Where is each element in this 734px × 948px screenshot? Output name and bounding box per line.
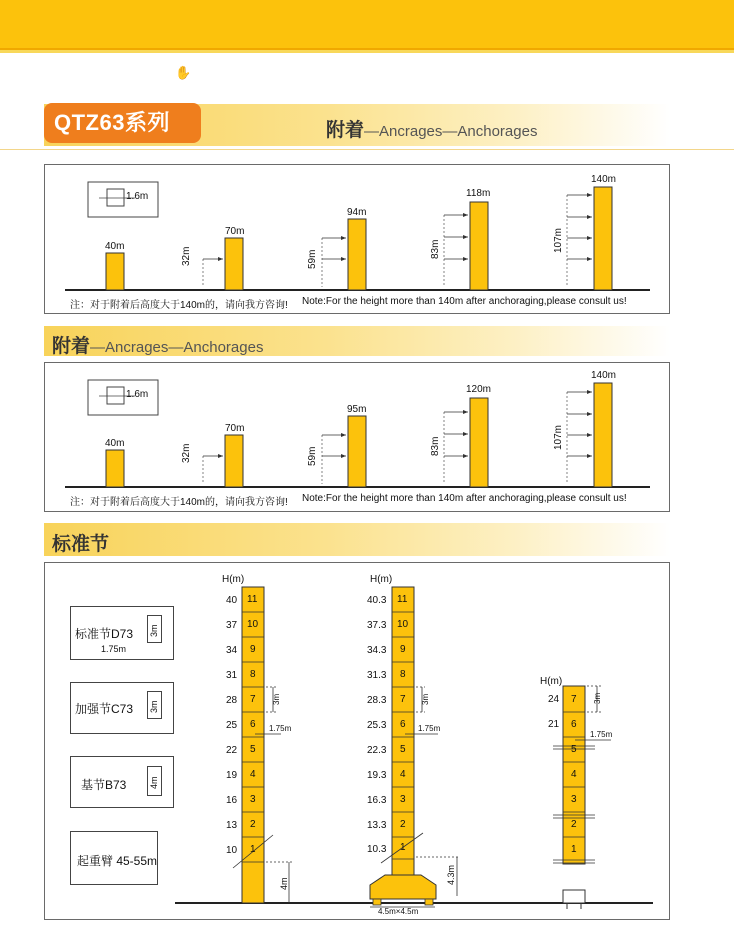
tower-c-height: 24: [548, 694, 560, 705]
header-anchor-title: [326, 115, 537, 142]
tower-b-section: 6: [400, 719, 406, 730]
tower-a-section-width: 1.75m: [269, 724, 292, 733]
tower-b-section: 1: [400, 842, 406, 853]
tower-c-section: 3: [571, 794, 577, 805]
tower-c-section: 1: [571, 844, 577, 855]
tower-c-section: 7: [571, 694, 577, 705]
tower-b-height: 25.3: [367, 720, 387, 731]
standard-section-panel: [44, 562, 670, 920]
tower-height-label: 40m: [105, 438, 125, 449]
tower-a-height: 22: [226, 745, 238, 756]
tower-a-height: 10: [226, 845, 238, 856]
tower-c-section-height: 3m: [593, 692, 602, 704]
tower-a-height: 16: [226, 795, 238, 806]
legend-d73-width: 1.75m: [101, 644, 127, 654]
anchor-panel-2: [44, 362, 670, 512]
section2-title-cn: 附着: [52, 336, 91, 357]
tower-b-section: 9: [400, 644, 406, 655]
tower-height-label: 70m: [225, 226, 245, 237]
tower-b-height: 10.3: [367, 844, 387, 855]
tower-c-section: 6: [571, 719, 577, 730]
tower-a-section: 4: [250, 769, 256, 780]
tower-b-section: 11: [397, 594, 408, 605]
tower-height-label: 95m: [347, 404, 367, 415]
section3-title-cn: 标准节: [52, 534, 110, 555]
tower-a-section: 11: [247, 594, 258, 605]
anchor-note-en: Note:For the height more than 140m after anchoraging,please consult us!: [302, 493, 627, 504]
tower-height-label: 40m: [105, 241, 125, 252]
legend-d73-height: 3m: [149, 624, 159, 637]
anchor-note-cn: 注：对于附着后高度大于140m的，请向我方咨询!: [70, 497, 288, 508]
top-banner: [0, 0, 734, 50]
tower-b-height: 28.3: [367, 695, 387, 706]
tower-b-section: 10: [397, 619, 409, 630]
anchor-spacing-label: 59m: [307, 446, 318, 466]
anchor-panel-1: [44, 164, 670, 314]
tower-b-base-size: 4.5m×4.5m: [378, 907, 419, 916]
series-title: QTZ63系列: [44, 103, 201, 143]
tower-height-label: 120m: [466, 384, 492, 395]
tower-a-height: 31: [226, 670, 238, 681]
anchor-diagram-2: [45, 363, 671, 513]
tower-a-section: 8: [250, 669, 256, 680]
section3-bar: [44, 523, 670, 556]
tower-b-section: 2: [400, 819, 406, 830]
tower-a-section: 6: [250, 719, 256, 730]
tower-a-height: 40: [226, 595, 238, 606]
section3-title: [52, 529, 109, 556]
tower-a-section: 3: [250, 794, 256, 805]
tower-a-section: 7: [250, 694, 256, 705]
anchor-diagram-1: [45, 165, 671, 315]
tower-c-height: 21: [548, 719, 560, 730]
tower-a-section: 5: [250, 744, 256, 755]
anchor-spacing-label: 59m: [307, 249, 318, 269]
tower-b-section: 3: [400, 794, 406, 805]
tower-a-section: 10: [247, 619, 259, 630]
tower-a-base-height: 4m: [279, 877, 289, 890]
tower-c-unit: H(m): [540, 676, 563, 687]
anchor-spacing-label: 83m: [430, 436, 441, 456]
tower-a-section-height: 3m: [272, 693, 281, 705]
tower-b-height: 22.3: [367, 745, 387, 756]
header-anchor-en: —Ancrages—Anchorages: [364, 123, 538, 140]
anchor-spacing-label: 107m: [553, 227, 564, 253]
anchor-spacing-label: 32m: [181, 246, 192, 266]
tower-a-height: 37: [226, 620, 238, 631]
tower-height-label: 70m: [225, 423, 245, 434]
anchor-note-cn: 注：对于附着后高度大于140m的，请向我方咨询!: [70, 300, 288, 311]
frame-size-label: 1.6m: [126, 389, 149, 400]
anchor-spacing-label: 32m: [181, 443, 192, 463]
tower-b-height: 34.3: [367, 645, 387, 656]
header-anchor-cn: 附着: [326, 120, 365, 141]
tower-b-section: 8: [400, 669, 406, 680]
tower-c-section: 4: [571, 769, 577, 780]
anchor-note-en: Note:For the height more than 140m after anchoraging,please consult us!: [302, 296, 627, 307]
tower-b-section: 4: [400, 769, 406, 780]
tower-b-section-height: 3m: [421, 693, 430, 705]
tower-height-label: 140m: [591, 174, 617, 185]
standard-section-diagram: [45, 563, 671, 921]
tower-b-unit: H(m): [370, 574, 393, 585]
anchor-spacing-label: 83m: [430, 239, 441, 259]
tower-b-height: 37.3: [367, 620, 387, 631]
legend-jib-label: 起重臂 45-55m: [77, 854, 158, 868]
tower-a-section: 9: [250, 644, 256, 655]
tower-b-height: 19.3: [367, 770, 387, 781]
legend-d73-label: 标准节D73: [75, 627, 134, 641]
tower-a-height: 28: [226, 695, 238, 706]
tower-a-unit: H(m): [222, 574, 245, 585]
legend-c73-height: 3m: [149, 700, 159, 713]
tower-a-section: 2: [250, 819, 256, 830]
tower-b-height: 40.3: [367, 595, 387, 606]
anchor-spacing-label: 107m: [553, 424, 564, 450]
tower-height-label: 94m: [347, 207, 367, 218]
legend-b73-height: 4m: [149, 776, 159, 789]
section2-title: [52, 331, 263, 358]
legend-c73-label: 加强节C73: [75, 702, 134, 716]
frame-size-label: 1.6m: [126, 191, 149, 202]
tower-b-height: 31.3: [367, 670, 387, 681]
tower-b-height: 13.3: [367, 820, 387, 831]
tower-b-section: 5: [400, 744, 406, 755]
section2-title-en: —Ancrages—Anchorages: [90, 339, 264, 356]
tower-a-height: 19: [226, 770, 238, 781]
legend-b73-label: 基节B73: [81, 778, 127, 792]
tower-height-label: 140m: [591, 370, 617, 381]
header-divider: [0, 149, 734, 150]
tower-a-section: 1: [250, 844, 256, 855]
hand-cursor-icon: ✋: [175, 65, 192, 80]
tower-c-section-width: 1.75m: [590, 730, 613, 739]
tower-b-section: 7: [400, 694, 406, 705]
tower-c-section: 5: [571, 744, 577, 755]
tower-b-height: 16.3: [367, 795, 387, 806]
tower-b-base-height: 4.3m: [446, 864, 456, 885]
tower-a-height: 25: [226, 720, 238, 731]
tower-b-section-width: 1.75m: [418, 724, 441, 733]
tower-a-height: 13: [226, 820, 238, 831]
tower-height-label: 118m: [466, 188, 491, 199]
tower-a-height: 34: [226, 645, 238, 656]
tower-c-section: 2: [571, 819, 577, 830]
